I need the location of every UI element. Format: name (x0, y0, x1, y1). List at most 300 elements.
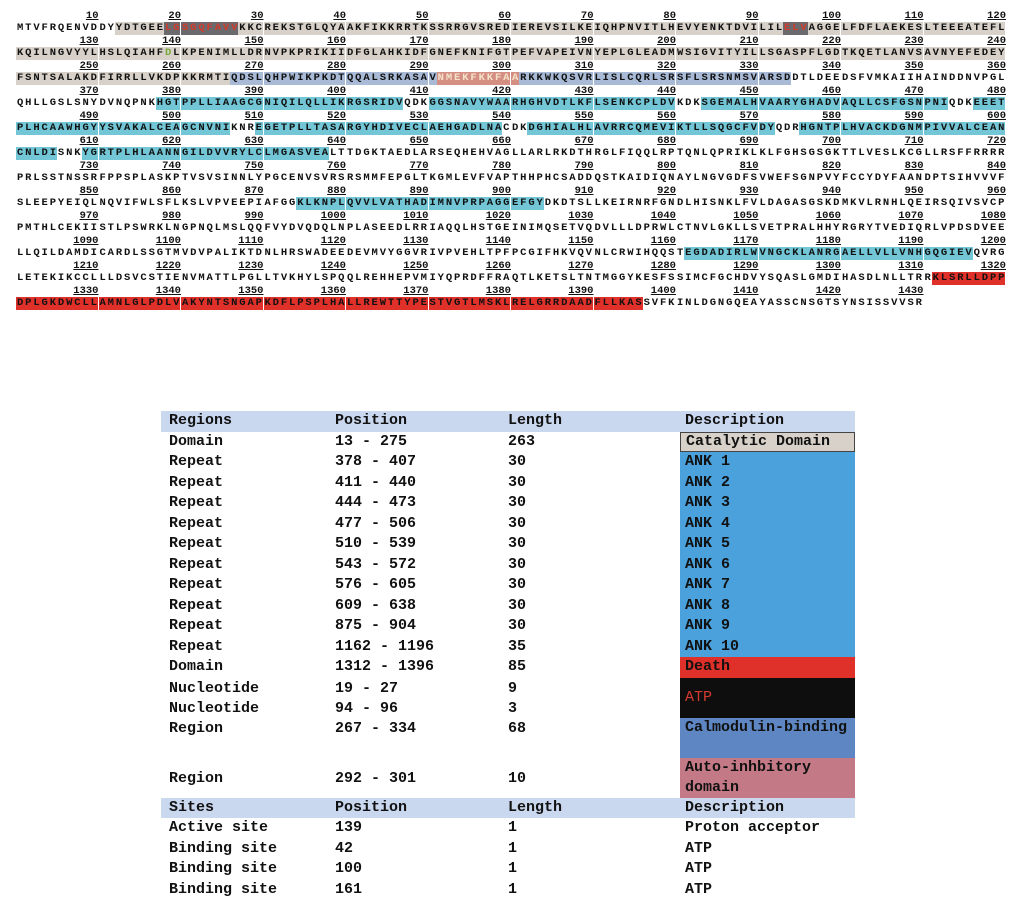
residue: P (981, 72, 989, 84)
residue: N (25, 147, 32, 159)
residue: E (701, 22, 708, 34)
position-number: 470 (904, 85, 924, 97)
residue-block (759, 97, 842, 110)
residue: V (206, 172, 213, 184)
residue: W (627, 247, 634, 259)
position-number: 1420 (815, 285, 841, 297)
residue: N (965, 72, 972, 84)
residue: S (181, 22, 189, 34)
residue: F (585, 97, 592, 109)
residue: S (915, 22, 922, 34)
residue: Y (90, 122, 97, 134)
residue-block (841, 172, 924, 185)
residue: G (247, 272, 254, 284)
residue: P (25, 297, 32, 309)
region-description: Calmodulin-binding (680, 718, 855, 758)
residue: A (528, 147, 535, 159)
residue: I (231, 247, 238, 259)
residue: G (536, 122, 543, 134)
residue: D (57, 297, 65, 309)
residue: L (107, 272, 114, 284)
residue: F (709, 272, 716, 284)
residue: D (874, 172, 881, 184)
residue: V (891, 297, 898, 309)
position-number: 1150 (568, 235, 594, 247)
residue: S (949, 272, 956, 284)
residue: R (445, 22, 453, 34)
residue: T (247, 247, 254, 259)
residue: Q (717, 122, 725, 134)
residue: V (412, 272, 419, 284)
position-number: 720 (987, 135, 1006, 147)
residue: S (247, 72, 254, 84)
residue: V (717, 172, 725, 184)
residue: N (717, 197, 725, 209)
residue-block (924, 122, 1007, 135)
residue: Q (321, 222, 329, 234)
residue-block (181, 47, 264, 60)
residue: G (850, 222, 857, 234)
residue: A (494, 97, 502, 109)
residue: S (371, 222, 378, 234)
residue: Y (478, 97, 485, 109)
residue: V (321, 172, 329, 184)
residue-block (346, 97, 429, 110)
residue: Q (346, 272, 354, 284)
residue: P (552, 47, 560, 59)
residue: H (841, 272, 849, 284)
residue: E (685, 247, 692, 259)
residue: N (214, 122, 221, 134)
residue: R (585, 72, 592, 84)
residue: M (915, 122, 922, 134)
residue: D (90, 22, 97, 34)
residue: Y (594, 47, 601, 59)
residue-block (594, 47, 677, 60)
region-description: ANK 10 (680, 637, 855, 658)
residue: T (610, 172, 618, 184)
residue: Q (651, 247, 659, 259)
residue: R (784, 97, 791, 109)
residue: N (437, 72, 444, 84)
sequence-row (16, 272, 1006, 285)
residue: Q (25, 47, 32, 59)
residue: K (321, 72, 329, 84)
residue: F (99, 172, 106, 184)
residue: C (676, 222, 684, 234)
sequence-row (16, 247, 1006, 260)
position-number: 980 (162, 210, 181, 222)
residue: D (321, 247, 329, 259)
position-number: 80 (663, 10, 676, 22)
residue: V (866, 72, 873, 84)
residue: C (57, 222, 65, 234)
residue: E (404, 122, 411, 134)
position-number: 460 (822, 85, 841, 97)
table-row-group-nucleotide (161, 678, 855, 718)
residue-block (346, 22, 429, 35)
residue: V (272, 47, 279, 59)
residue: S (701, 97, 708, 109)
residue: L (198, 97, 205, 109)
residue: L (140, 72, 147, 84)
residue: M (371, 172, 378, 184)
table-row (161, 859, 855, 880)
residue: G (899, 122, 906, 134)
residue: L (321, 297, 329, 309)
residue: L (585, 122, 592, 134)
residue: E (957, 22, 964, 34)
residue: G (800, 172, 807, 184)
position-number: 620 (162, 135, 181, 147)
position-number: 200 (657, 35, 676, 47)
residue: G (503, 197, 510, 209)
residue: D (346, 47, 354, 59)
residue: Q (973, 247, 980, 259)
region-position: 576 - 605 (335, 576, 417, 593)
residue: S (429, 22, 436, 34)
residue: M (107, 297, 114, 309)
residue: P (190, 47, 197, 59)
residue: M (437, 197, 444, 209)
position-ruler (16, 10, 1006, 22)
nucleotide-rows (161, 678, 680, 718)
residue: D (561, 297, 568, 309)
residue: H (470, 222, 477, 234)
residue: Q (949, 197, 956, 209)
residue: D (981, 47, 989, 59)
residue: F (619, 147, 626, 159)
residue: S (437, 147, 444, 159)
residue: K (16, 47, 24, 59)
region-length: 263 (508, 432, 536, 450)
residue: R (264, 22, 271, 34)
residue: L (132, 72, 139, 84)
residue: L (470, 297, 477, 309)
position-number: 1230 (238, 260, 264, 272)
sequence-line (16, 285, 1006, 310)
residue: A (899, 172, 906, 184)
residue: G (528, 197, 535, 209)
residue: I (957, 197, 964, 209)
residue: L (693, 72, 700, 84)
residue: A (173, 122, 180, 134)
residue: H (25, 97, 32, 109)
residue: E (255, 122, 262, 134)
residue: S (156, 172, 164, 184)
residue: N (619, 97, 626, 109)
residue: S (858, 297, 865, 309)
residue: Q (33, 247, 40, 259)
residue-block (924, 147, 1007, 160)
residue: T (107, 222, 114, 234)
residue-block (346, 247, 429, 260)
position-number: 1280 (650, 260, 676, 272)
residue: Y (882, 172, 890, 184)
residue: G (57, 47, 65, 59)
position-number: 800 (657, 160, 676, 172)
residue: A (346, 22, 354, 34)
residue-block (429, 97, 512, 110)
residue: D (412, 47, 419, 59)
residue: P (610, 47, 618, 59)
residue: R (924, 222, 931, 234)
residue: I (602, 72, 609, 84)
residue: L (528, 297, 535, 309)
residue-block (759, 247, 842, 260)
residue: E (289, 172, 296, 184)
residue: E (866, 47, 873, 59)
residue: E (891, 22, 898, 34)
residue: H (610, 22, 618, 34)
residue: G (404, 247, 411, 259)
region-length: 30 (508, 535, 527, 552)
residue: N (486, 122, 494, 134)
residue: D (396, 222, 403, 234)
residue: F (470, 72, 477, 84)
residue: N (264, 47, 271, 59)
residue: L (115, 222, 123, 234)
residue-block (16, 222, 99, 235)
position-number: 20 (168, 10, 181, 22)
residue: I (907, 72, 914, 84)
residue: P (280, 72, 288, 84)
residue: G (363, 147, 370, 159)
residue: H (850, 122, 857, 134)
residue: F (486, 47, 494, 59)
residue: S (74, 172, 81, 184)
residue-block (511, 297, 594, 310)
residue: L (891, 247, 898, 259)
position-number: 760 (327, 160, 346, 172)
residue: Y (841, 297, 849, 309)
residue: P (115, 147, 123, 159)
residue: E (454, 72, 461, 84)
residue: A (544, 47, 551, 59)
residue: A (214, 247, 221, 259)
residue: L (866, 197, 873, 209)
residue: C (255, 147, 262, 159)
residue: A (99, 297, 106, 309)
residue: C (610, 247, 618, 259)
residue: I (164, 272, 172, 284)
residue: V (198, 247, 205, 259)
residue: N (808, 172, 815, 184)
residue: A (222, 97, 230, 109)
residue: F (99, 72, 106, 84)
residue: R (544, 297, 551, 309)
residue: E (511, 197, 519, 209)
residue: P (173, 72, 180, 84)
residue: A (569, 297, 576, 309)
residue-block (511, 22, 594, 35)
residue-block (511, 197, 594, 210)
residue: A (577, 297, 584, 309)
residue: D (124, 22, 131, 34)
residue: T (214, 297, 221, 309)
residue: K (619, 297, 626, 309)
position-number: 910 (574, 185, 594, 197)
residue: V (222, 22, 230, 34)
residue: P (247, 197, 254, 209)
residue: P (998, 272, 1005, 284)
residue: L (882, 247, 890, 259)
residue: A (429, 122, 436, 134)
residue: L (594, 197, 601, 209)
position-number: 1020 (485, 210, 511, 222)
residue: E (156, 22, 164, 34)
residue: N (206, 297, 213, 309)
residue: K (74, 147, 81, 159)
residue: I (635, 172, 642, 184)
residue: P (16, 122, 24, 134)
residue: I (668, 122, 675, 134)
residue: L (569, 22, 576, 34)
residue: L (33, 97, 40, 109)
residue: I (932, 122, 939, 134)
region-description: ANK 3 (680, 493, 855, 514)
residue: K (520, 122, 527, 134)
residue-block (346, 172, 429, 185)
table-row (161, 718, 855, 758)
residue: K (49, 297, 56, 309)
residue: G (528, 97, 535, 109)
residue: M (74, 247, 81, 259)
residue: Q (57, 22, 65, 34)
residue: A (231, 97, 238, 109)
residue: V (355, 197, 362, 209)
residue: L (454, 172, 461, 184)
residue-block (924, 272, 1007, 285)
residue: N (239, 172, 246, 184)
residue: E (742, 297, 749, 309)
position-number: 1380 (485, 285, 511, 297)
residue: S (148, 247, 155, 259)
position-number: 550 (574, 110, 594, 122)
residue-block (759, 272, 842, 285)
residue: I (957, 172, 964, 184)
residue: V (222, 147, 230, 159)
position-number: 60 (498, 10, 511, 22)
residue: D (412, 97, 419, 109)
residue: F (272, 197, 279, 209)
residue: D (792, 72, 799, 84)
residue: D (957, 72, 964, 84)
residue: P (454, 272, 461, 284)
residue: W (659, 222, 667, 234)
region-type: Repeat (169, 637, 224, 655)
residue: R (404, 22, 411, 34)
residue: Q (915, 222, 922, 234)
residue: R (363, 297, 370, 309)
residue: Q (594, 172, 601, 184)
residue: V (206, 197, 213, 209)
residue: R (874, 197, 881, 209)
residue: D (379, 122, 386, 134)
region-length: 30 (508, 617, 527, 634)
residue: Q (602, 22, 609, 34)
residue: Q (404, 97, 411, 109)
residue-block (924, 72, 1007, 85)
residue: R (454, 22, 461, 34)
sequence-row (16, 147, 1006, 160)
residue: E (874, 147, 881, 159)
region-length: 30 (508, 514, 527, 532)
position-number: 220 (822, 35, 841, 47)
residue: N (940, 47, 948, 59)
residue-block (676, 222, 759, 235)
residue: N (264, 247, 271, 259)
residue: L (594, 97, 601, 109)
residue-block (594, 72, 677, 85)
residue: I (734, 147, 741, 159)
residue: D (82, 247, 89, 259)
table-row (161, 432, 855, 453)
residue: S (767, 272, 774, 284)
residue: L (932, 222, 939, 234)
region-length: 30 (508, 555, 527, 573)
residue: R (989, 147, 997, 159)
residue: P (132, 172, 139, 184)
residue: K (965, 97, 972, 109)
residue: F (363, 22, 370, 34)
residue: A (57, 72, 65, 84)
residue: E (907, 22, 914, 34)
residue: G (437, 97, 444, 109)
residue: D (676, 197, 684, 209)
residue: G (726, 297, 733, 309)
residue: D (784, 122, 791, 134)
residue: Y (693, 22, 700, 34)
residue-block (841, 47, 924, 60)
position-number: 1010 (403, 210, 429, 222)
residue: L (305, 122, 312, 134)
residue: S (750, 172, 757, 184)
residue: A (709, 247, 716, 259)
residue: E (198, 47, 205, 59)
residue-block (594, 272, 677, 285)
residue-block (429, 72, 512, 85)
residue: L (808, 72, 815, 84)
residue: Q (305, 97, 312, 109)
sequence-line (16, 60, 1006, 85)
residue: I (74, 197, 81, 209)
residue: S (833, 297, 840, 309)
sequence-row (16, 72, 1006, 85)
regions-header-col1: Regions (169, 412, 233, 429)
residue: T (33, 272, 40, 284)
residue: A (49, 122, 56, 134)
sequence-line (16, 185, 1006, 210)
residue: A (140, 122, 147, 134)
residue: R (346, 97, 354, 109)
residue: T (25, 22, 32, 34)
residue: F (685, 72, 692, 84)
residue: L (247, 147, 254, 159)
residue: H (280, 247, 288, 259)
residue: D (717, 247, 725, 259)
residue: L (528, 272, 535, 284)
table-row (161, 818, 855, 839)
region-description: Auto-inhbitory domain (680, 758, 855, 798)
residue-block (181, 172, 264, 185)
residue: C (503, 122, 510, 134)
residue: E (148, 22, 155, 34)
residue: R (346, 172, 354, 184)
residue: L (255, 272, 262, 284)
site-position: 100 (335, 860, 363, 877)
residue: N (915, 97, 922, 109)
